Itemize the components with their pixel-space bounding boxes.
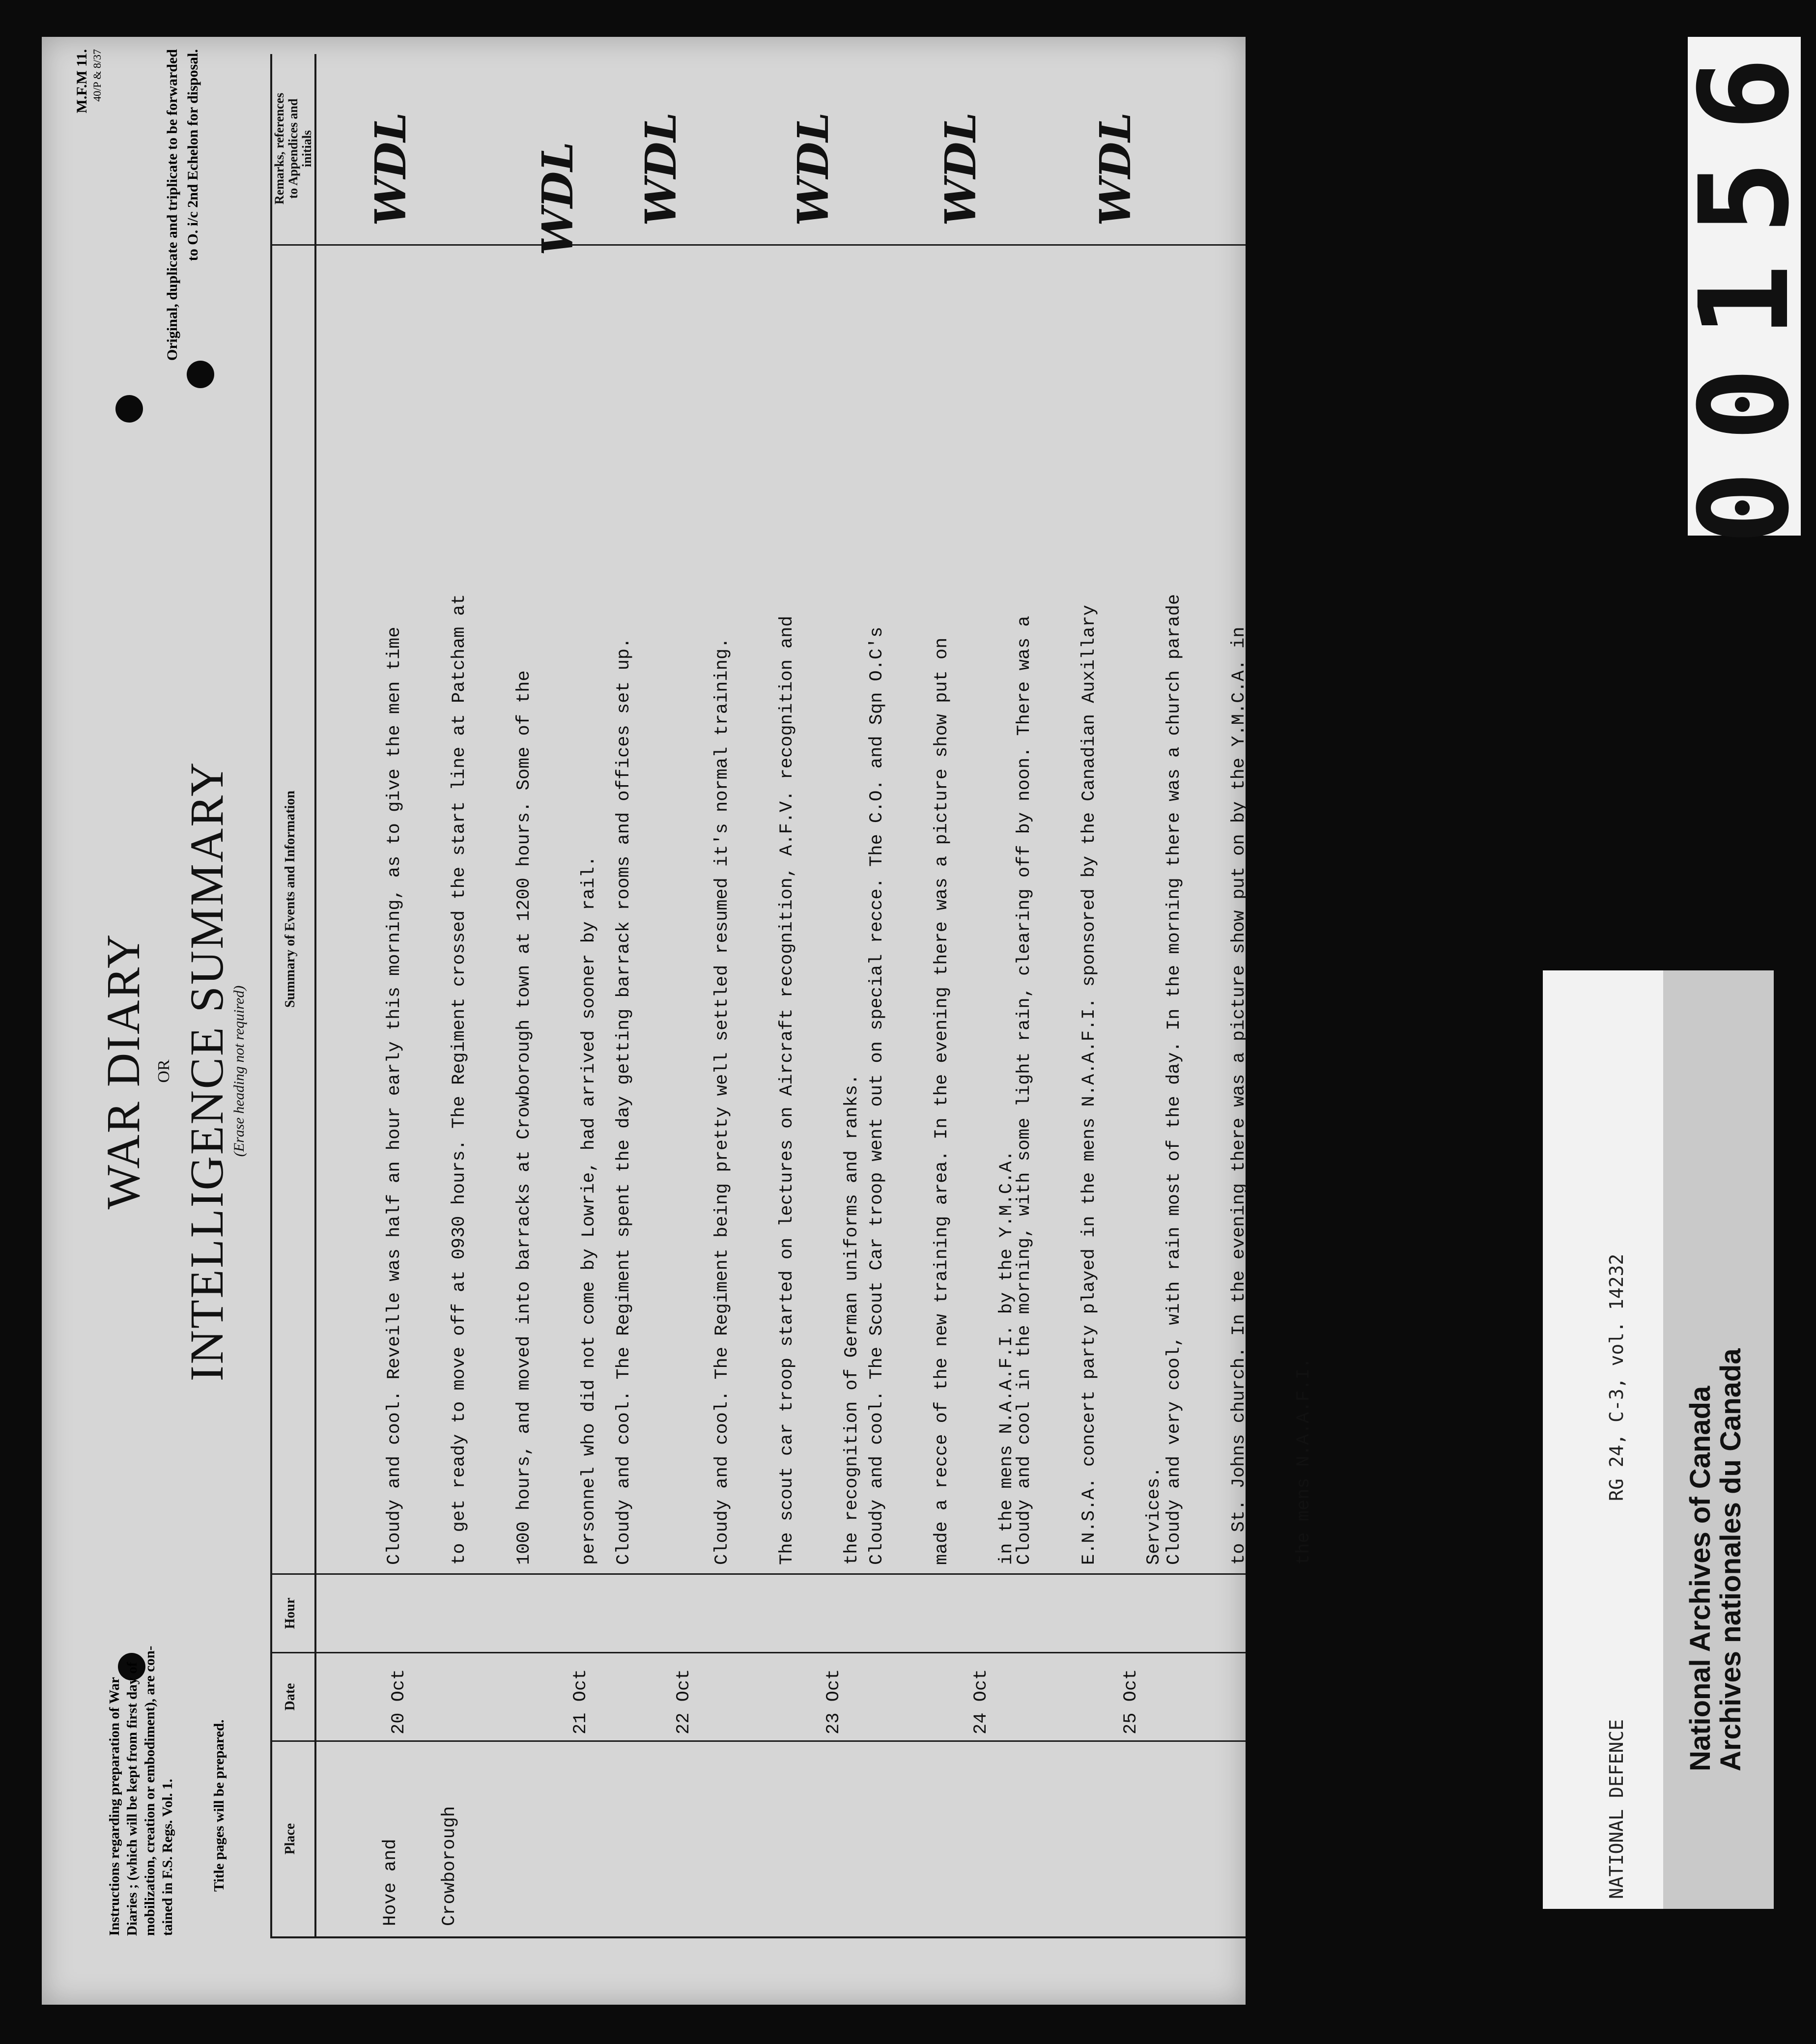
form-subtitle: INTELLIGENCE SUMMARY (180, 761, 233, 1382)
summary-line: Cloudy and cool. The Scout Car troop went out on special recce. The C.O. and Sqn O.C's (867, 626, 887, 1565)
header-place: Place (283, 1823, 298, 1855)
summary-line: Cloudy and cool. Reveille was half an hour early this morning, as to give the men time (384, 626, 405, 1565)
nd-line: NATIONAL DEFENCE (1606, 1719, 1627, 1899)
initials-signature: WDL (636, 112, 686, 226)
rotated-form-content (42, 37, 1314, 2005)
header-date: Date (283, 1683, 298, 1711)
summary-entry (1120, 594, 1358, 1565)
place-cell (341, 1806, 499, 1926)
date-cell: 20 Oct (389, 1669, 409, 1734)
initials-signature: WDL (1091, 112, 1140, 226)
summary-line: 1000 hours, and moved into barracks at Crowborough town at 1200 hours. Some of the (514, 670, 535, 1565)
frame-number-rotated (1673, 28, 1816, 545)
distribution-note (162, 49, 203, 580)
date-cell: 21 Oct (570, 1669, 591, 1734)
erase-note: (Erase heading not required) (231, 985, 247, 1157)
place-line: Hove and (380, 1839, 401, 1926)
summary-line: Cloudy and very cool, with rain most of the day. In the morning there was a church parade (1164, 594, 1185, 1565)
date-cell: 25 Oct (1121, 1669, 1141, 1734)
summary-line: the recognition of German uniforms and ranks. (842, 1074, 862, 1565)
table-header-rule (314, 54, 316, 1938)
summary-line: to St. Johns church. In the evening there was a picture show put on by the Y.M.C.A. in (1229, 626, 1249, 1565)
column-rule-date-hour (270, 1652, 1246, 1653)
form-title-or: OR (155, 1059, 173, 1083)
summary-line: personnel who did not come by Lowrie, had arrived sooner by rail. (579, 855, 599, 1565)
date-cell: 22 Oct (674, 1669, 694, 1734)
archive-reference-panel (1543, 970, 1663, 1909)
form-title: WAR DIARY (97, 933, 149, 1210)
initials-signature: WDL (936, 112, 986, 226)
header-summary: Summary of Events and Information (283, 791, 298, 1008)
instructions-note (106, 1612, 176, 1936)
initials-signature: WDL (366, 112, 416, 226)
instructions-line: tained in F.S. Regs. Vol. 1. (160, 1779, 175, 1936)
form-code: M.F.M 11. (74, 49, 90, 114)
title-pages-note: Title pages will be prepared. (211, 1719, 227, 1892)
archives-name-line: Archives nationales du Canada (1715, 1348, 1747, 1771)
column-rule-summary-remarks (270, 244, 1246, 246)
header-remarks-line: Remarks, references (272, 92, 286, 205)
summary-line: in the mens N.A.A.F.I. by the Y.M.C.A. (996, 1150, 1017, 1565)
header-hour: Hour (283, 1597, 298, 1629)
summary-entry (570, 638, 678, 1565)
archives-name-panel (1663, 970, 1774, 1909)
reference-line: RG 24, C-3, vol. 14232 (1606, 1253, 1627, 1501)
hole-punch-mark (115, 395, 143, 423)
table-left-rule (270, 1936, 1246, 1938)
date-cell: 23 Oct (823, 1669, 844, 1734)
distribution-line: Original, duplicate and triplicate to be forwarded (164, 49, 180, 361)
archive-label-rotated (1543, 970, 1774, 1909)
summary-line: E.N.S.A. concert party played in the mens N.A.A.F.I. sponsored by the Canadian Auxillary (1079, 605, 1100, 1565)
summary-line: made a recce of the new training area. In the evening there was a picture show put on (932, 637, 952, 1565)
instructions-line: Diaries ; (which will be kept from first day of (124, 1662, 140, 1936)
header-remarks-line: to Appendices and (286, 98, 300, 199)
column-rule-place-date (270, 1740, 1246, 1742)
date-cell: 24 Oct (971, 1669, 992, 1734)
initials-signature: WDL (533, 142, 583, 256)
instructions-line: mobilization, creation or embodiment), are con- (142, 1646, 158, 1936)
initials-signature: WDL (789, 112, 838, 226)
column-rule-hour-summary (270, 1573, 1246, 1575)
instructions-line: Instructions regarding preparation of War (107, 1677, 122, 1936)
war-diary-page (42, 37, 1314, 2005)
archive-label (1543, 970, 1774, 1909)
archives-name (1685, 1348, 1746, 1771)
summary-line: Cloudy and cool in the morning, with some light rain, clearing off by noon. There was a (1014, 616, 1035, 1565)
table-top-rule (270, 54, 272, 1938)
archives-name-line: National Archives of Canada (1684, 1386, 1716, 1771)
frame-number-label (1673, 28, 1816, 545)
frame-number: 00156 (1673, 28, 1816, 545)
summary-line: the mens N.A.A.F.I. (1294, 1358, 1314, 1565)
place-line: Crowborough (439, 1806, 460, 1926)
summary-line: Cloudy and cool. The Regiment being pretty well settled resumed it's normal training. (712, 637, 733, 1565)
summary-line: Services. (1144, 1467, 1164, 1565)
form-code-sub: 40/P & 8/37 (91, 49, 103, 102)
summary-line: Cloudy and cool. The Regiment spent the day getting barrack rooms and offices set up. (614, 637, 634, 1565)
summary-line: to get ready to move off at 0930 hours. The Regiment crossed the start line at Patcham at (449, 594, 470, 1565)
header-remarks (273, 54, 314, 243)
distribution-line: to O. i/c 2nd Echelon for disposal. (185, 49, 201, 261)
header-remarks-line: initials (300, 130, 314, 168)
summary-line: The scout car troop started on lectures on Aircraft recognition, A.F.V. recognition and (777, 616, 797, 1565)
